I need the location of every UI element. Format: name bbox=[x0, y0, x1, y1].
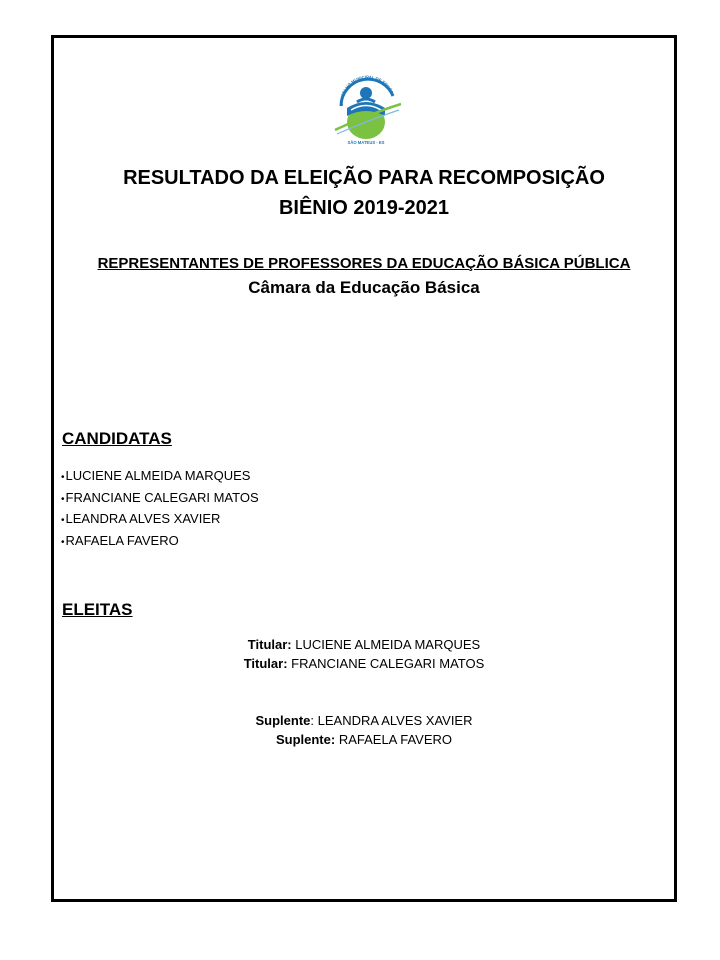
elected-name: LUCIENE ALMEIDA MARQUES bbox=[291, 637, 481, 652]
list-item: • RAFAELA FAVERO bbox=[61, 531, 259, 553]
elected-role: Titular: bbox=[247, 637, 292, 652]
chamber-subtitle: Câmara da Educação Básica bbox=[248, 278, 480, 297]
list-item: • FRANCIANE CALEGARI MATOS bbox=[61, 488, 259, 510]
logo-emblem-icon bbox=[333, 66, 403, 146]
logo-city-text: SÃO MATEUS - ES bbox=[347, 140, 385, 145]
list-item: • LUCIENE ALMEIDA MARQUES bbox=[61, 466, 259, 488]
document-frame bbox=[51, 35, 677, 902]
elected-entry bbox=[54, 711, 674, 731]
elected-role: Suplente: bbox=[275, 732, 336, 747]
elected-name: FRANCIANE CALEGARI MATOS bbox=[287, 656, 485, 671]
logo-figure-head bbox=[360, 87, 372, 99]
elected-entry bbox=[54, 730, 674, 750]
page-title-line2: BIÊNIO 2019-2021 bbox=[278, 197, 450, 219]
representatives-subtitle: REPRESENTANTES DE PROFESSORES DA EDUCAÇÃO BÁSICA PÚBLICA bbox=[97, 255, 631, 272]
page-title-line1: RESULTADO DA ELEIÇÃO PARA RECOMPOSIÇÃO bbox=[123, 167, 605, 189]
list-item: • LEANDRA ALVES XAVIER bbox=[61, 509, 259, 531]
elected-name: RAFAELA FAVERO bbox=[335, 732, 453, 747]
candidates-heading: CANDIDATAS bbox=[62, 429, 172, 448]
elected-name: : LEANDRA ALVES XAVIER bbox=[310, 713, 473, 728]
elected-entry bbox=[54, 635, 674, 655]
elected-role: Titular: bbox=[243, 656, 288, 671]
elected-heading: ELEITAS bbox=[62, 600, 133, 619]
elected-entry bbox=[54, 654, 674, 674]
logo-ring-text: CONSELHO MUNICIPAL DE EDUCA bbox=[338, 74, 395, 107]
elected-role: Suplente bbox=[255, 713, 311, 728]
candidates-list bbox=[61, 466, 259, 552]
municipal-education-council-logo bbox=[333, 66, 403, 146]
